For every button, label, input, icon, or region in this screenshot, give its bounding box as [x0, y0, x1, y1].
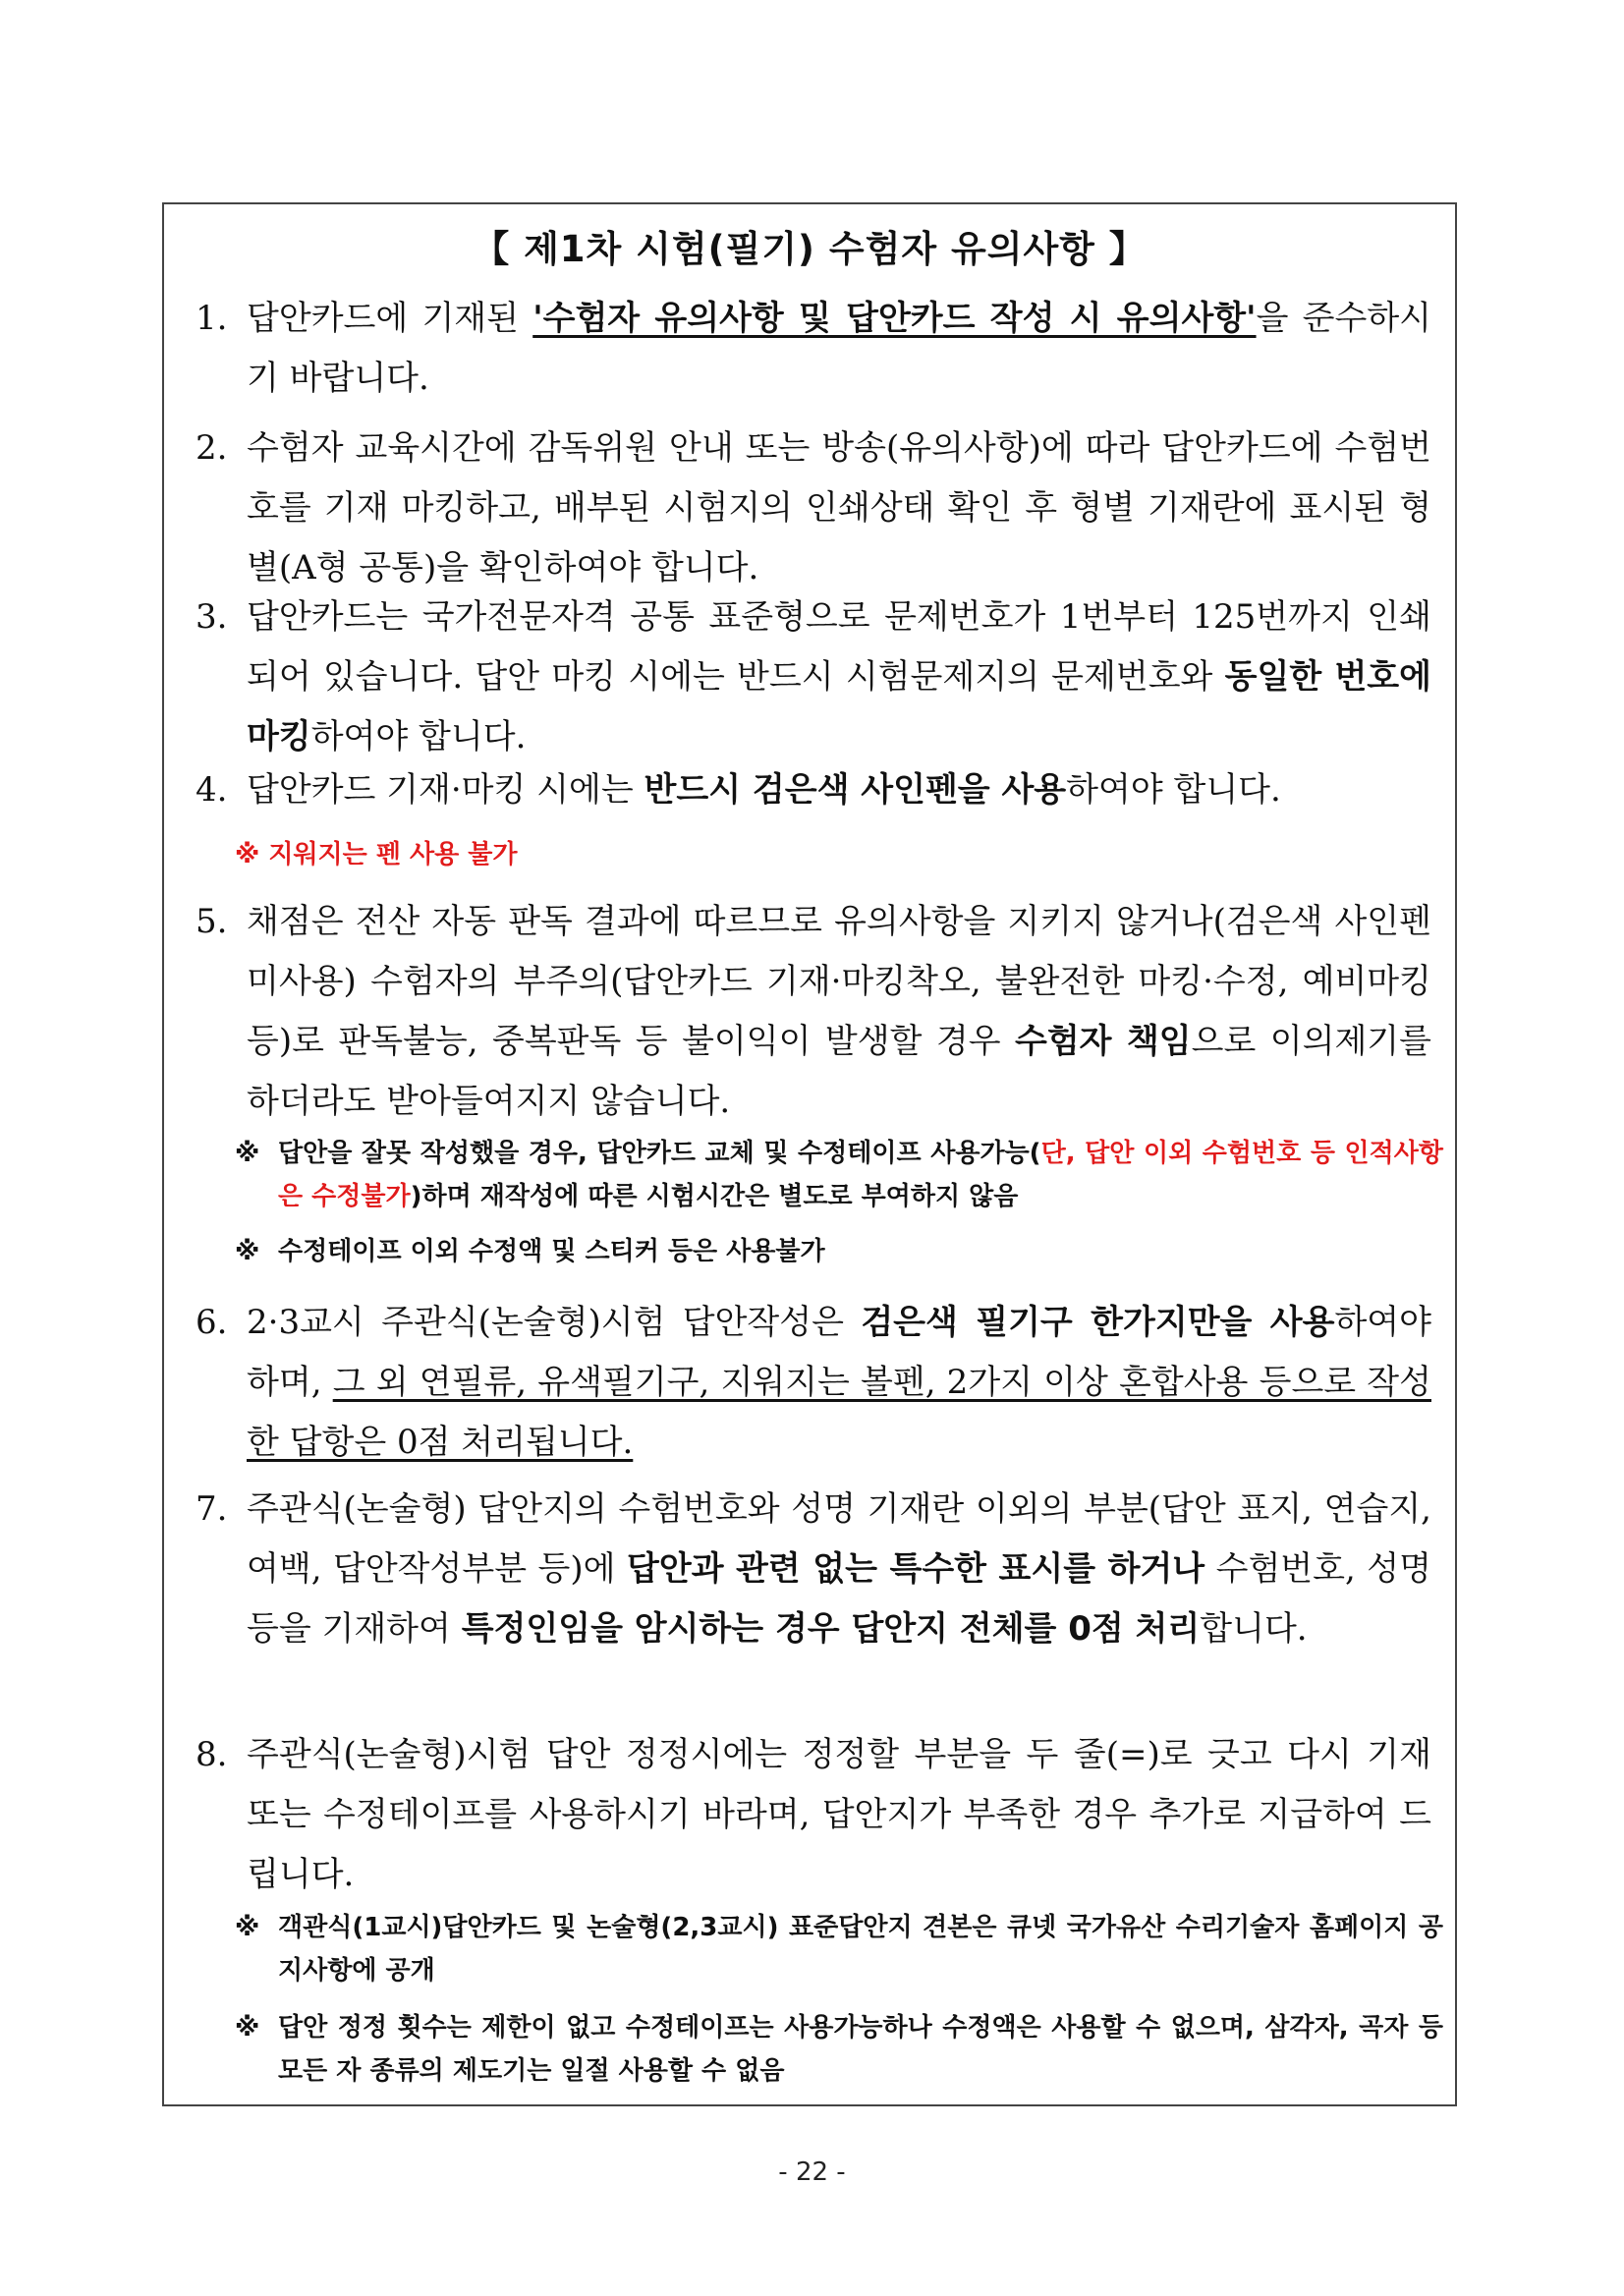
note-mark: ※ [235, 1139, 260, 1168]
item-text: 을 준수하시기 바랍니다. [247, 299, 1432, 398]
notice-frame [162, 202, 1457, 2106]
item-number: 2. [196, 428, 228, 468]
notice-item-8 [196, 1725, 1431, 1905]
page-number: - 22 - [778, 2157, 846, 2187]
item-emphasis: 검은색 필기구 한가지만을 사용 [861, 1303, 1335, 1342]
note-correction-tape [235, 1132, 1443, 1218]
item-text: 주관식(논술형)시험 답안 정정시에는 정정할 부분을 두 줄(=)로 긋고 다시 기재 또는 수정테이프를 사용하시기 바라며, 답안지가 부족한 경우 추가로 지급하여 드립니다. [247, 1735, 1431, 1894]
item-text: 하여야 하며, [247, 1303, 1431, 1402]
item-text: 으로 이의제기를 하더라도 받아들여지지 않습니다. [247, 1022, 1431, 1121]
item-underlined-text: 그 외 연필류, 유색필기구, 지워지는 볼펜, 2가지 이상 혼합사용 등으로 작성한 답항은 0점 처리됩니다. [247, 1363, 1431, 1462]
notice-item-7 [196, 1480, 1431, 1659]
item-emphasis: 특정인임을 암시하는 경우 답안지 전체를 0점 처리 [461, 1609, 1201, 1649]
item-text: 답안카드 기재·마킹 시에는 [247, 770, 644, 810]
item-emphasis: '수험자 유의사항 및 답안카드 작성 시 유의사항' [532, 299, 1257, 338]
notice-item-2 [196, 419, 1431, 598]
item-number: 7. [196, 1489, 228, 1529]
item-text: 2·3교시 주관식(논술형)시험 답안작성은 [247, 1303, 862, 1342]
item-emphasis: 수험자 책임 [1014, 1022, 1192, 1061]
note-mark: ※ [235, 2013, 260, 2043]
notice-item-3 [196, 588, 1431, 767]
item-text: 수험자 교육시간에 감독위원 안내 또는 방송(유의사항)에 따라 답안카드에 수험번호를 기재 마킹하고, 배부된 시험지의 인쇄상태 확인 후 형별 기재란에 표시된 형별(A형 공통)을 확인하여야 합니다. [247, 428, 1431, 588]
item-text: 하여야 합니다. [310, 717, 527, 756]
note-correction-fluid [235, 1230, 1443, 1273]
notice-item-1 [196, 289, 1431, 409]
item-number: 3. [196, 597, 228, 637]
notice-item-6 [196, 1293, 1431, 1473]
notice-item-5 [196, 892, 1431, 1132]
note-mark: ※ [235, 1913, 260, 1942]
item-emphasis: 답안과 관련 없는 특수한 표시를 하거나 [627, 1549, 1205, 1589]
item-text: 주관식(논술형) 답안지의 수험번호와 성명 기재란 이외의 부분(답안 표지, 연습지, 여백, 답안작성부분 등)에 [247, 1489, 1431, 1589]
item-number: 1. [196, 299, 228, 338]
note-correction-limit [235, 2006, 1443, 2093]
item-text: 채점은 전산 자동 판독 결과에 따르므로 유의사항을 지키지 않거나(검은색 사인펜 미사용) 수험자의 부주의(답안카드 기재·마킹착오, 불완전한 마킹·수정, 예비마킹 등)로 판독불능, 중복판독 등 불이익이 발생할 경우 [247, 902, 1431, 1061]
note-text: 답안을 잘못 작성했을 경우, 답안카드 교체 및 수정테이프 사용가능( [278, 1139, 1041, 1168]
item-emphasis: 동일한 번호에 마킹 [247, 657, 1431, 756]
note-answer-sheet-sample [235, 1906, 1443, 1992]
item-number: 5. [196, 902, 228, 941]
note-text: )하며 재작성에 따른 시험시간은 별도로 부여하지 않음 [410, 1182, 1019, 1211]
item-text: 수험번호, 성명 등을 기재하여 [247, 1549, 1431, 1649]
item-emphasis: 반드시 검은색 사인펜을 사용 [644, 770, 1067, 810]
item-text: 답안카드는 국가전문자격 공통 표준형으로 문제번호가 1번부터 125번까지 인쇄되어 있습니다. 답안 마킹 시에는 반드시 시험문제지의 문제번호와 [247, 597, 1431, 697]
item-text: 합니다. [1200, 1609, 1308, 1649]
note-text: ※ 지워지는 펜 사용 불가 [235, 840, 518, 869]
note-mark: ※ [235, 1237, 260, 1266]
item-number: 6. [196, 1303, 228, 1342]
notice-item-4 [196, 760, 1431, 820]
note-text: 객관식(1교시)답안카드 및 논술형(2,3교시) 표준답안지 견본은 큐넷 국가유산 수리기술자 홈페이지 공지사항에 공개 [278, 1913, 1443, 1986]
item-number: 4. [196, 770, 228, 810]
note-text: 답안 정정 횟수는 제한이 없고 수정테이프는 사용가능하나 수정액은 사용할 수 없으며, 삼각자, 곡자 등 모든 자 종류의 제도기는 일절 사용할 수 없음 [278, 2013, 1443, 2086]
note-warning-text: 단, 답안 이외 수험번호 등 인적사항은 수정불가 [278, 1139, 1444, 1211]
item-number: 8. [196, 1735, 228, 1774]
item-text: 하여야 합니다. [1066, 770, 1281, 810]
item-text: 답안카드에 기재된 [247, 299, 533, 338]
page-title: 【 제1차 시험(필기) 수험자 유의사항 】 [473, 228, 1147, 270]
note-text: 수정테이프 이외 수정액 및 스티커 등은 사용불가 [278, 1237, 825, 1266]
note-erasable-pen [235, 833, 1443, 876]
